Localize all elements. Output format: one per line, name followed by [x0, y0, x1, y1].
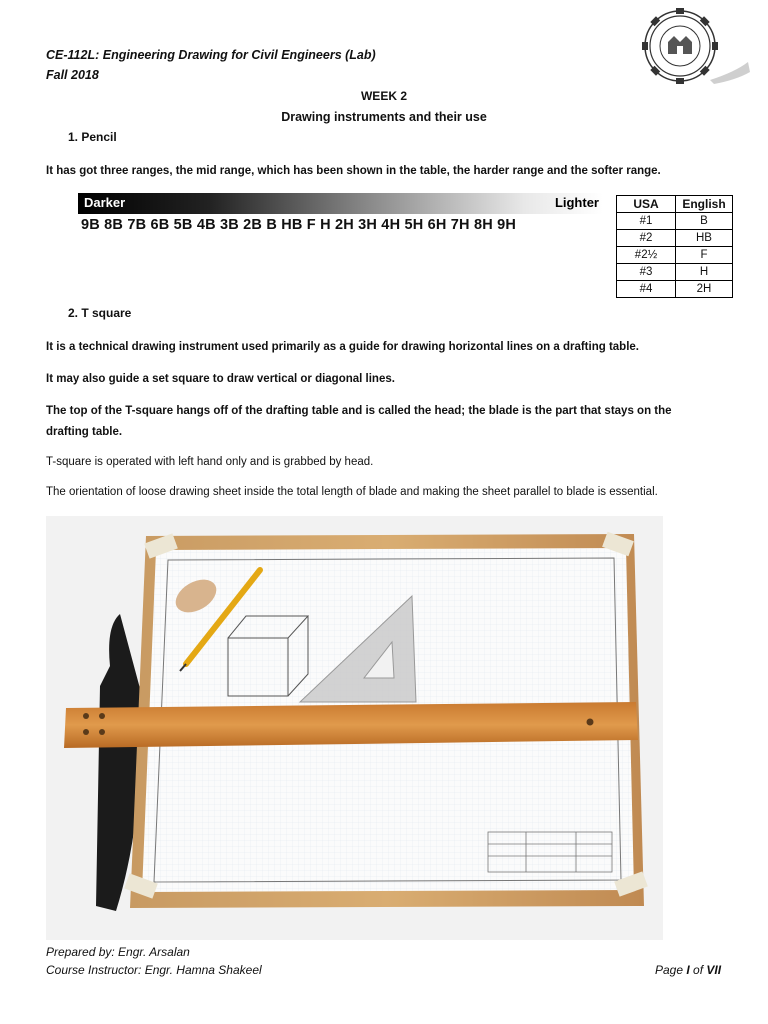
term-label: Fall 2018 — [46, 68, 99, 82]
table-cell: HB — [676, 230, 733, 247]
table-cell: 2H — [676, 281, 733, 298]
table-cell: #2 — [617, 230, 676, 247]
week-title: WEEK 2 — [360, 89, 407, 103]
range-lighter-label: Lighter — [554, 195, 599, 210]
tsquare-paragraph-2: It may also guide a set square to draw vertical or diagonal lines. — [46, 373, 395, 385]
table-cell: #2½ — [617, 247, 676, 264]
table-cell: #1 — [617, 213, 676, 230]
table-row — [617, 281, 733, 298]
page-number — [655, 963, 721, 977]
pencil-range-bar — [78, 193, 603, 214]
tsquare-paragraph-5: The orientation of loose drawing sheet inside the total length of blade and making the sheet parallel to blade is essential. — [46, 486, 658, 498]
table-row — [617, 247, 733, 264]
course-title: CE-112L: Engineering Drawing for Civil Engineers (Lab) — [46, 48, 376, 62]
table-cell: B — [676, 213, 733, 230]
page-current: I — [686, 963, 690, 977]
page-of: of — [689, 963, 707, 977]
pencil-intro: It has got three ranges, the mid range, which has been shown in the table, the harder range and the softer range. — [46, 165, 661, 177]
page-total: VII — [706, 963, 722, 977]
course-instructor: Course Instructor: Engr. Hamna Shakeel — [46, 963, 262, 977]
table-row — [617, 230, 733, 247]
tsquare-paragraph-3: The top of the T-square hangs off of the drafting table and is called the head; the blade is the part that stays on the drafting table. — [46, 405, 672, 438]
tsquare-paragraph-4: T-square is operated with left hand only and is grabbed by head. — [46, 456, 374, 468]
topic-title: Drawing instruments and their use — [281, 110, 487, 124]
table-cell: H — [676, 264, 733, 281]
table-header-english: English — [676, 196, 733, 213]
prepared-by: Prepared by: Engr. Arsalan — [46, 945, 190, 959]
section-tsquare-heading: 2. T square — [68, 306, 132, 320]
university-logo — [640, 8, 750, 86]
table-cell: #3 — [617, 264, 676, 281]
tsquare-paragraph-1: It is a technical drawing instrument used primarily as a guide for drawing horizontal lines on a drafting table. — [46, 341, 639, 353]
range-darker-label: Darker — [84, 195, 126, 210]
table-cell: #4 — [617, 281, 676, 298]
grade-equivalence-table — [616, 195, 733, 298]
table-cell: F — [676, 247, 733, 264]
page-prefix: Page — [655, 963, 687, 977]
section-pencil-heading: 1. Pencil — [68, 130, 117, 144]
table-header-row — [617, 196, 733, 213]
drafting-board-photo — [46, 516, 663, 940]
pencil-grade-scale: 9B 8B 7B 6B 5B 4B 3B 2B B HB F H 2H 3H 4H 5H 6H 7H 8H 9H — [81, 217, 517, 233]
table-header-usa: USA — [617, 196, 676, 213]
table-row — [617, 213, 733, 230]
table-row — [617, 264, 733, 281]
